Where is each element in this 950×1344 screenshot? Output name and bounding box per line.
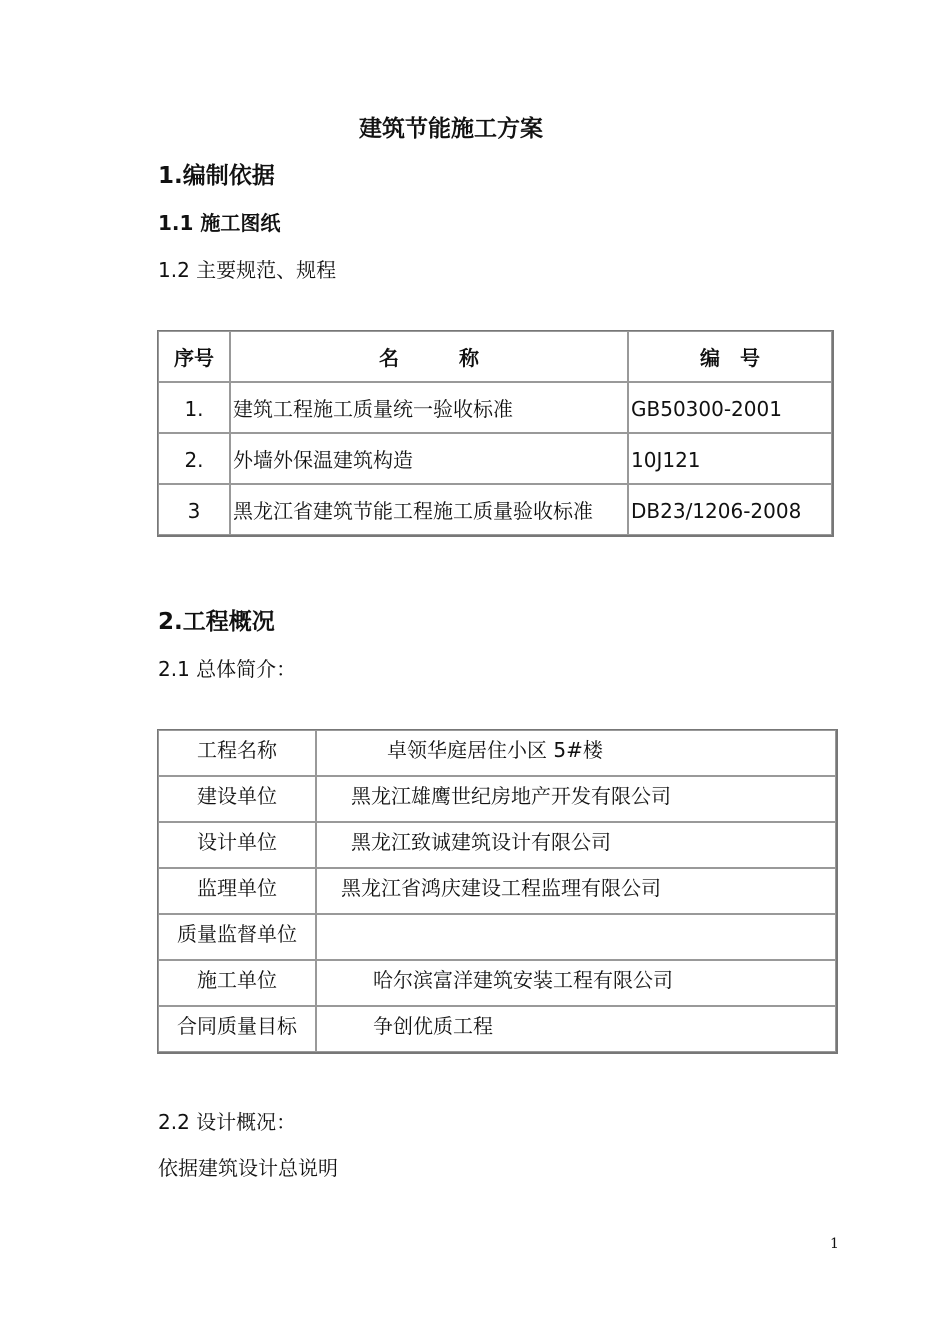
- info-key: 设计单位: [158, 822, 316, 868]
- section-2-1-heading: 2.1 总体简介：: [158, 657, 297, 681]
- table-row: [158, 433, 832, 484]
- design-note-paragraph: 依据建筑设计总说明: [158, 1156, 338, 1180]
- section-2-2-heading: 2.2 设计概况：: [158, 1110, 297, 1134]
- table-header-code: 编 号: [628, 331, 832, 382]
- info-value: 哈尔滨富洋建筑安装工程有限公司: [316, 960, 836, 1006]
- row-code: 10J121: [628, 433, 832, 484]
- info-value: 黑龙江雄鹰世纪房地产开发有限公司: [316, 776, 836, 822]
- table-row: [158, 868, 836, 914]
- table-row: [158, 382, 832, 433]
- info-key: 监理单位: [158, 868, 316, 914]
- section-1-heading: 1.编制依据: [158, 163, 275, 189]
- project-info-table: [157, 729, 838, 1054]
- info-value: [316, 914, 836, 960]
- row-code: DB23/1206-2008: [628, 484, 832, 535]
- row-name: 黑龙江省建筑节能工程施工质量验收标准: [230, 484, 628, 535]
- info-key: 质量监督单位: [158, 914, 316, 960]
- info-key: 合同质量目标: [158, 1006, 316, 1052]
- info-value: 黑龙江致诚建筑设计有限公司: [316, 822, 836, 868]
- info-key: 建设单位: [158, 776, 316, 822]
- table-row: [158, 1006, 836, 1052]
- table-header-name: 名 称: [230, 331, 628, 382]
- info-value: 黑龙江省鸿庆建设工程监理有限公司: [316, 868, 836, 914]
- row-code: GB50300-2001: [628, 382, 832, 433]
- section-1-2-heading: 1.2 主要规范、规程: [158, 258, 337, 282]
- table-header-no: 序号: [158, 331, 230, 382]
- standards-table: [157, 330, 834, 537]
- table-row: [158, 776, 836, 822]
- row-name: 建筑工程施工质量统一验收标准: [230, 382, 628, 433]
- section-1-1-heading: 1.1 施工图纸: [158, 211, 281, 235]
- info-value: 争创优质工程: [316, 1006, 836, 1052]
- document-title: 建筑节能施工方案: [359, 116, 543, 142]
- info-key: 施工单位: [158, 960, 316, 1006]
- table-row: [158, 730, 836, 776]
- page-number: 1: [830, 1236, 839, 1252]
- section-2-heading: 2.工程概况: [158, 609, 275, 635]
- table-row: [158, 914, 836, 960]
- table-row: [158, 960, 836, 1006]
- info-value: 卓领华庭居住小区 5#楼: [316, 730, 836, 776]
- row-no: 2.: [158, 433, 230, 484]
- row-no: 3: [158, 484, 230, 535]
- table-row: [158, 484, 832, 535]
- row-no: 1.: [158, 382, 230, 433]
- info-key: 工程名称: [158, 730, 316, 776]
- table-row: [158, 822, 836, 868]
- row-name: 外墙外保温建筑构造: [230, 433, 628, 484]
